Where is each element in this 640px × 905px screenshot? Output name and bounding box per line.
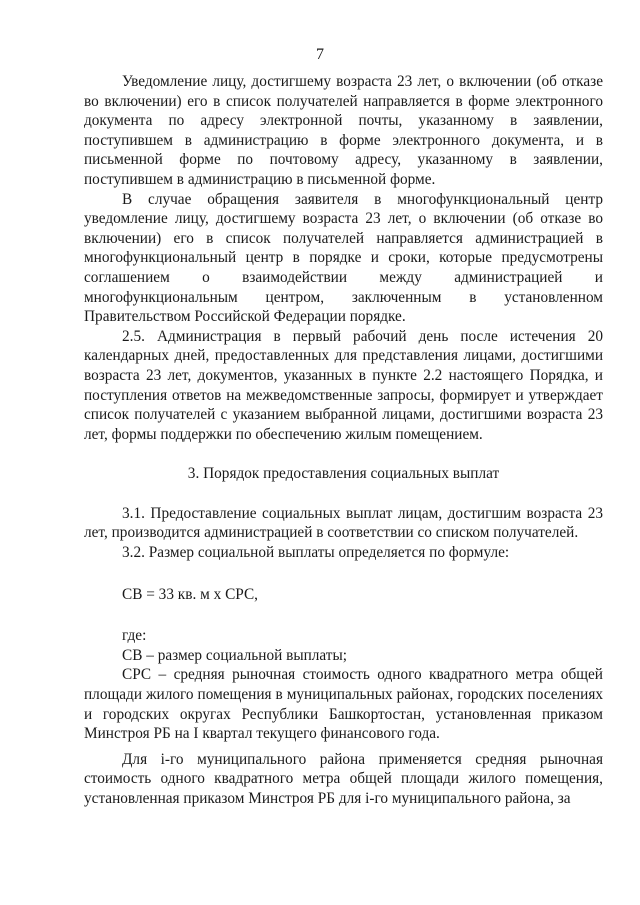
paragraph-mfc-notification: В случае обращения заявителя в многофункциональный центр уведомление лицу, достигшему возраста 23 лет, о включении (об отказе во включении) его в список получателей направляется администрацией в многофункциональный центр в порядке и сроки, которые предусмотрены соглашением о взаимодействии между администрацией и многофункциональным центром, заключенным в установленном Правительством Российской Федерации порядке. [84,190,603,326]
formula-where: где: [122,627,147,645]
section-heading-3: 3. Порядок предоставления социальных выплат [187,465,500,483]
paragraph-2-5: 2.5. Администрация в первый рабочий день после истечения 20 календарных дней, предоставленных для представления лицами, достигшими возраста 23 лет, документов, указанных в пункте 2.2 настоящего Порядка, и поступления ответов на межведомственные запросы, формирует и утверждает список получателей с указанием выбранной лицами, достигшими возраста 23 лет, формы поддержки по обеспечению жилым помещением. [84,327,603,443]
definition-src: СРС – средняя рыночная стоимость одного квадратного метра общей площади жилого помещения в муниципальных районах, городских поселениях и городских округах Республики Башкортостан, установленная приказом Минстроя РБ на I квартал текущего финансового года. [84,666,603,743]
definition-sv: СВ – размер социальной выплаты; [122,646,348,664]
page-number: 7 [316,46,324,63]
paragraph-notification-email: Уведомление лицу, достигшему возраста 23 лет, о включении (об отказе во включении) его в список получателей направляется в форме электронного документа по адресу электронной почты, указанному в заявлении, поступившем в администрацию в форме электронного документа, и в письменной форме по почтовому адресу, указанному в заявлении, поступившем в администрацию в письменной форме. [84,73,603,188]
paragraph-3-2: 3.2. Размер социальной выплаты определяется по формуле: [122,544,510,562]
paragraph-3-1: 3.1. Предоставление социальных выплат лицам, достигшим возраста 23 лет, производится администрацией в соответствии со списком получателей. [84,504,603,542]
document-body [84,72,603,809]
formula: СВ = 33 кв. м х СРС, [122,585,259,603]
paragraph-municipal-district: Для i-го муниципального района применяется средняя рыночная стоимость одного квадратного метра общей площади жилого помещения, установленная приказом Минстроя РБ для i-го муниципального района, за [84,750,603,807]
